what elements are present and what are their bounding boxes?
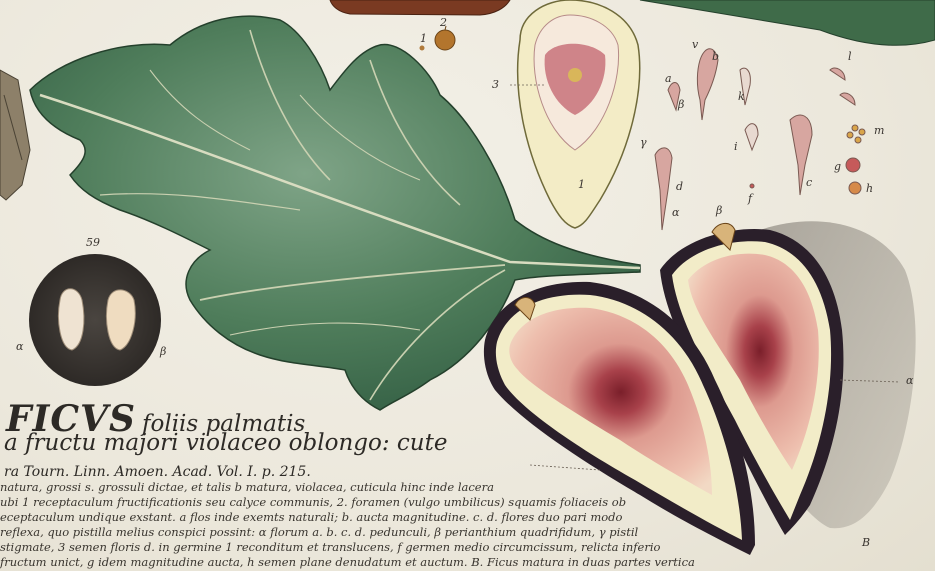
bark-fragment-top xyxy=(330,0,510,15)
label-flower-gamma: γ xyxy=(640,136,647,149)
label-small-2: 2 xyxy=(440,16,447,29)
fig-section-top xyxy=(518,0,640,228)
description-line-6: fructum unict, g idem magnitudine aucta, h semen plane denudatum et auctum. B. Ficus matura in duas partes vertica xyxy=(0,555,695,569)
label-fruit-beta: β xyxy=(716,204,723,217)
label-small-1: 1 xyxy=(420,32,427,45)
description-line-3: eceptaculum undique exstant. a flos inde exemts naturali; b. aucta magnitudine. c. d. flores duo pari modo xyxy=(0,510,623,524)
description-line-2: ubi 1 receptaculum fructificationis seu calyce communis, 2. foramen (vulgo umbilicus) squamis foliaceis ob xyxy=(0,495,627,509)
small-seed-1 xyxy=(420,46,425,51)
seed-plate xyxy=(29,254,161,386)
description-line-1: natura, grossi s. grossuli dictae, et talis b matura, violacea, cuticula hinc inde lacera xyxy=(0,480,494,494)
label-flower-alpha: α xyxy=(672,206,680,219)
label-fruit-B: B xyxy=(862,536,871,549)
label-flower-b: b xyxy=(712,50,720,63)
seed-plate-number: 59 xyxy=(86,236,100,249)
leaf-fragment-top-right xyxy=(640,0,935,45)
label-flower-g: g xyxy=(834,160,842,173)
small-seed-2 xyxy=(435,30,455,50)
label-flower-i: i xyxy=(734,140,738,153)
label-flower-f: f xyxy=(748,192,753,205)
label-fruit-alpha: α xyxy=(906,374,914,387)
label-flower-l: l xyxy=(848,50,852,63)
label-flower-a: a xyxy=(665,72,672,85)
flower-details xyxy=(655,49,865,230)
label-fig-top-3: 3 xyxy=(492,78,499,91)
label-flower-h: h xyxy=(866,182,874,195)
label-flower-k: k xyxy=(738,90,745,103)
genus-name: FICVS xyxy=(6,398,136,440)
description-line-4: reflexa, quo pistilla melius conspici possint: α florum a. b. c. d. pedunculi, β perianthium quadrifidum, γ pistil xyxy=(0,525,639,539)
label-flower-c: c xyxy=(806,176,813,189)
label-flower-d: d xyxy=(676,180,684,193)
label-flower-v: v xyxy=(692,38,699,51)
label-alpha-seed: α xyxy=(16,340,24,353)
label-fig-top-1: 1 xyxy=(578,178,585,191)
label-flower-beta: β xyxy=(678,98,685,111)
phrase-name-2: a fructu majori violaceo oblongo: cute xyxy=(4,430,448,456)
reference-line: ra Tourn. Linn. Amoen. Acad. Vol. I. p. 215. xyxy=(4,464,311,480)
label-beta-seed: β xyxy=(160,345,167,358)
label-flower-m: m xyxy=(874,124,885,137)
description-line-5: stigmate, 3 semen floris d. in germine 1 reconditum et translucens, f germen medio circumcissum, relicta inferio xyxy=(0,540,661,554)
phrase-name-1: foliis palmatis xyxy=(141,411,306,437)
